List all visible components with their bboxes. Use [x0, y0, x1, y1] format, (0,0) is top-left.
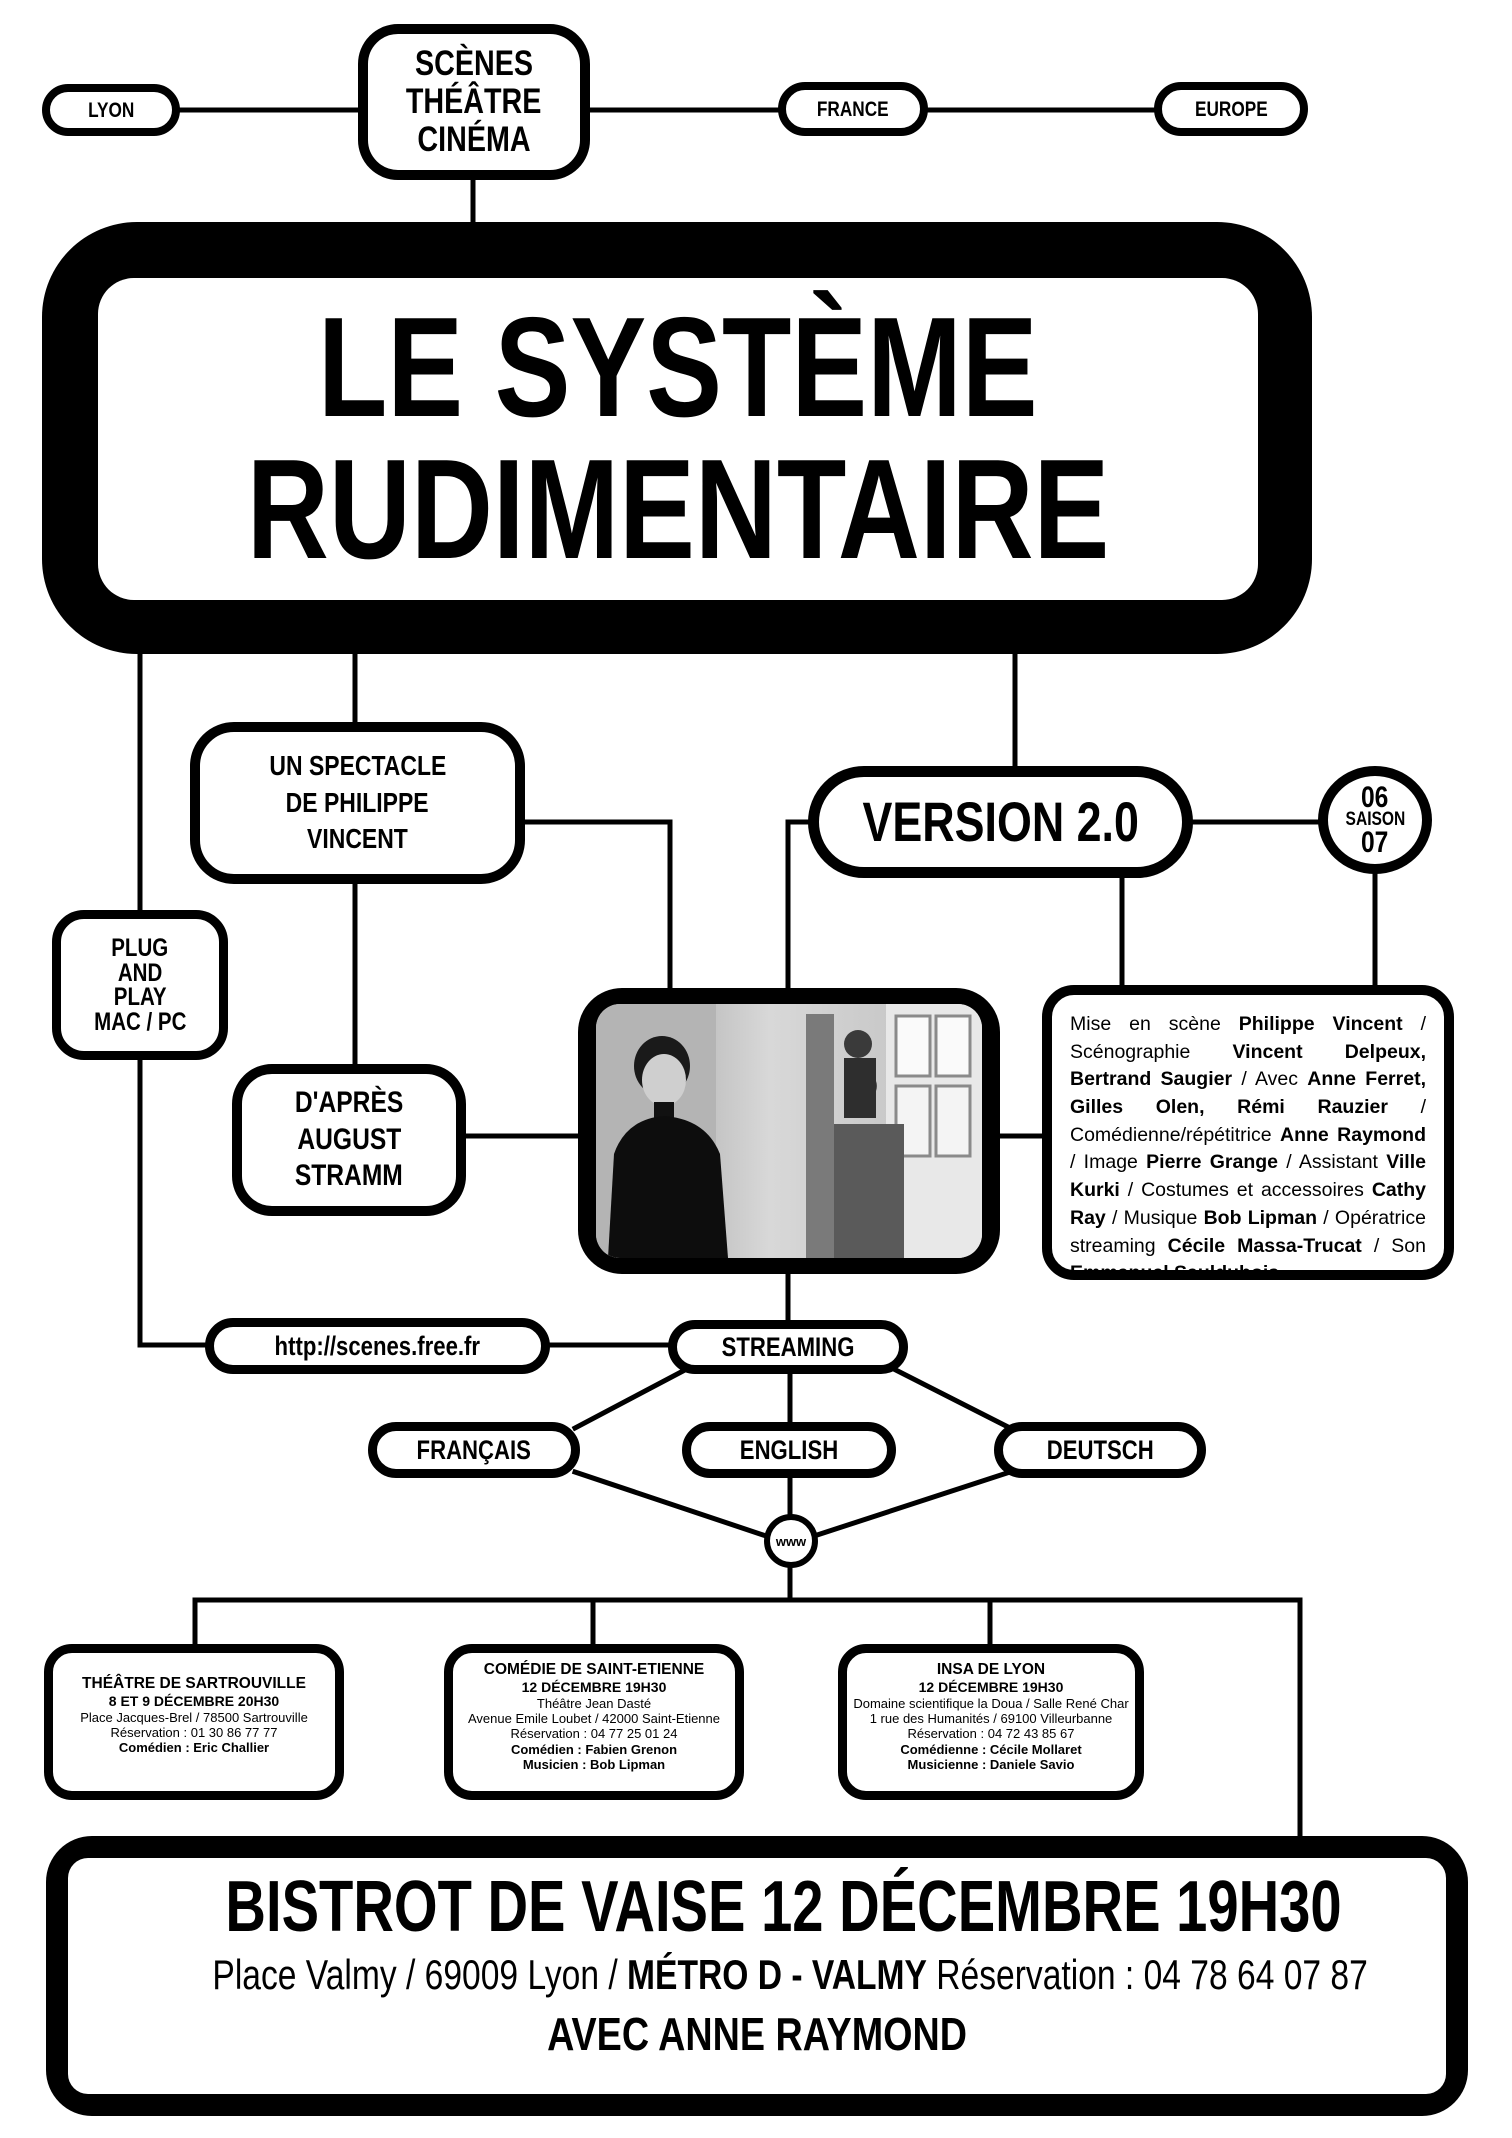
credit-name: Cécile Massa-Trucat: [1167, 1234, 1362, 1257]
dapres-line-3: STRAMM: [295, 1159, 403, 1193]
bottom-address: [68, 1952, 1446, 1998]
bottom-cast: [68, 2007, 1446, 2060]
plug-and-play-box: [52, 910, 228, 1060]
credit-role: / Costumes et accessoires: [1119, 1179, 1372, 1202]
venue-saint-etienne: [444, 1644, 744, 1800]
credit-name: Cathy Ray: [1070, 1179, 1426, 1229]
lang-de-bubble[interactable]: [994, 1422, 1206, 1478]
credit-punct: .: [1279, 1262, 1285, 1285]
bottom-panel: [68, 1858, 1446, 2094]
version-label: VERSION 2.0: [862, 790, 1139, 853]
venue-date: 12 DÉCEMBRE 19H30: [521, 1679, 667, 1696]
credit-name: Anne Raymond: [1280, 1123, 1427, 1146]
credit-role: / Opératrice streaming: [1070, 1206, 1426, 1257]
bottom-metro: MÉTRO D - VALMY: [627, 1950, 927, 1998]
lang-fr-bubble[interactable]: [368, 1422, 580, 1478]
www-circle: [764, 1514, 818, 1568]
credit-name: Anne Ferret, Gilles Olen, Rémi Rauzier: [1070, 1068, 1426, 1119]
credits-box: [1042, 985, 1454, 1285]
venue-date: 8 ET 9 DÉCEMBRE 20H30: [108, 1693, 280, 1710]
venue-place: Théâtre Jean Dasté: [536, 1695, 652, 1711]
scenes-box: [358, 24, 590, 180]
bottom-cast-text: AVEC ANNE RAYMOND: [547, 2007, 967, 2060]
venue-address: Place Jacques-Brel / 78500 Sartrouville: [80, 1709, 308, 1725]
www-label: www: [775, 1533, 807, 1549]
lang-en-bubble[interactable]: [682, 1422, 896, 1478]
cinema-line: CINÉMA: [417, 119, 531, 159]
plug-line-4: MAC / PC: [93, 1007, 187, 1036]
credit-name: Ville Kurki: [1070, 1151, 1426, 1202]
credits-text: [1070, 1013, 1426, 1284]
plug-line-3: PLAY: [113, 983, 167, 1011]
france-bubble: [778, 82, 928, 136]
spectacle-line-3: VINCENT: [307, 823, 408, 855]
title-line-1: LE SYSTÈME: [318, 288, 1038, 447]
credit-role: / Comédienne/répétitrice: [1070, 1096, 1426, 1146]
scenes-line: SCÈNES: [414, 44, 534, 84]
credit-name: Bob Lipman: [1203, 1206, 1318, 1229]
saison-top: 06: [1361, 780, 1389, 814]
venue-address: 1 rue des Humanités / 69100 Villeurbanne: [869, 1711, 1113, 1727]
saison-label: SAISON: [1345, 809, 1405, 831]
venue-name: COMÉDIE DE SAINT-ETIENNE: [483, 1661, 705, 1678]
dapres-line-2: AUGUST: [297, 1122, 401, 1156]
lyon-label: LYON: [87, 98, 135, 122]
credit-name: Emmanuel Sauldubois: [1070, 1262, 1280, 1285]
credit-role: / Image: [1070, 1151, 1147, 1174]
credit-name: Pierre Grange: [1146, 1151, 1278, 1174]
lyon-bubble: [42, 84, 180, 136]
credit-role: / Assistant: [1277, 1151, 1387, 1174]
credit-name: Philippe Vincent: [1238, 1013, 1403, 1035]
venue-cast-2: Musicien : Bob Lipman: [522, 1757, 666, 1773]
dapres-box: [232, 1064, 466, 1216]
venue-reservation: Réservation : 04 77 25 01 24: [510, 1726, 678, 1742]
bottom-reservation: Réservation : 04 78 64 07 87: [926, 1950, 1368, 1998]
plug-line-1: PLUG: [111, 934, 169, 962]
lang-de-label[interactable]: DEUTSCH: [1046, 1434, 1154, 1465]
credit-role: / Scénographie: [1070, 1013, 1426, 1063]
venue-cast: Comédien : Eric Challier: [118, 1740, 270, 1756]
france-label: FRANCE: [817, 97, 889, 121]
lang-fr-label[interactable]: FRANÇAIS: [416, 1434, 532, 1465]
europe-bubble: [1154, 82, 1308, 136]
venue-cast: Comédienne : Cécile Mollaret: [900, 1741, 1082, 1757]
streaming-label: STREAMING: [721, 1331, 855, 1362]
credit-role: / Son: [1361, 1234, 1426, 1257]
performance-photo: [596, 1004, 982, 1258]
venue-name: THÉÂTRE DE SARTROUVILLE: [82, 1675, 306, 1692]
performance-photo-image: [596, 1004, 982, 1258]
plug-line-2: AND: [117, 958, 163, 987]
bottom-address-text: [212, 1952, 1367, 1998]
bottom-headline-text: BISTROT DE VAISE 12 DÉCEMBRE 19H30: [225, 1867, 1342, 1947]
title-panel: [98, 278, 1258, 600]
credit-role: / Avec: [1232, 1068, 1308, 1091]
url-bubble[interactable]: [205, 1318, 550, 1374]
venue-address: Avenue Emile Loubet / 42000 Saint-Etienne: [468, 1711, 720, 1727]
venue-sartrouville: [44, 1644, 344, 1800]
venue-place: Domaine scientifique la Doua / Salle René Char: [853, 1695, 1129, 1711]
saison-bottom: 07: [1361, 825, 1389, 859]
credit-role: / Musique: [1105, 1206, 1204, 1229]
theatre-line: THÉÂTRE: [406, 82, 542, 122]
version-box: [808, 766, 1193, 878]
lang-en-label[interactable]: ENGLISH: [739, 1434, 839, 1465]
credit-name: Vincent Delpeux, Bertrand Saugier: [1070, 1040, 1426, 1091]
venue-name: INSA DE LYON: [936, 1661, 1046, 1678]
venue-cast: Comédien : Fabien Grenon: [510, 1741, 678, 1757]
url-link[interactable]: http://scenes.free.fr: [274, 1330, 481, 1361]
europe-label: EUROPE: [1194, 97, 1268, 121]
venue-insa-lyon: [838, 1644, 1144, 1800]
spectacle-line-1: UN SPECTACLE: [269, 750, 446, 782]
bottom-headline: [68, 1867, 1446, 1947]
venue-reservation: Réservation : 01 30 86 77 77: [110, 1725, 278, 1741]
venue-cast-2: Musicienne : Daniele Savio: [907, 1757, 1075, 1773]
venue-reservation: Réservation : 04 72 43 85 67: [907, 1726, 1075, 1742]
spectacle-box: [190, 722, 525, 884]
bottom-address-part: Place Valmy / 69009 Lyon /: [212, 1950, 628, 1998]
credit-role: Mise en scène: [1070, 1013, 1239, 1035]
streaming-bubble: [668, 1320, 908, 1374]
spectacle-line-2: DE PHILIPPE: [286, 786, 429, 818]
saison-circle: [1318, 766, 1432, 874]
venue-date: 12 DÉCEMBRE 19H30: [918, 1679, 1064, 1696]
dapres-line-1: D'APRÈS: [294, 1086, 404, 1120]
title-line-2: RUDIMENTAIRE: [246, 430, 1110, 589]
